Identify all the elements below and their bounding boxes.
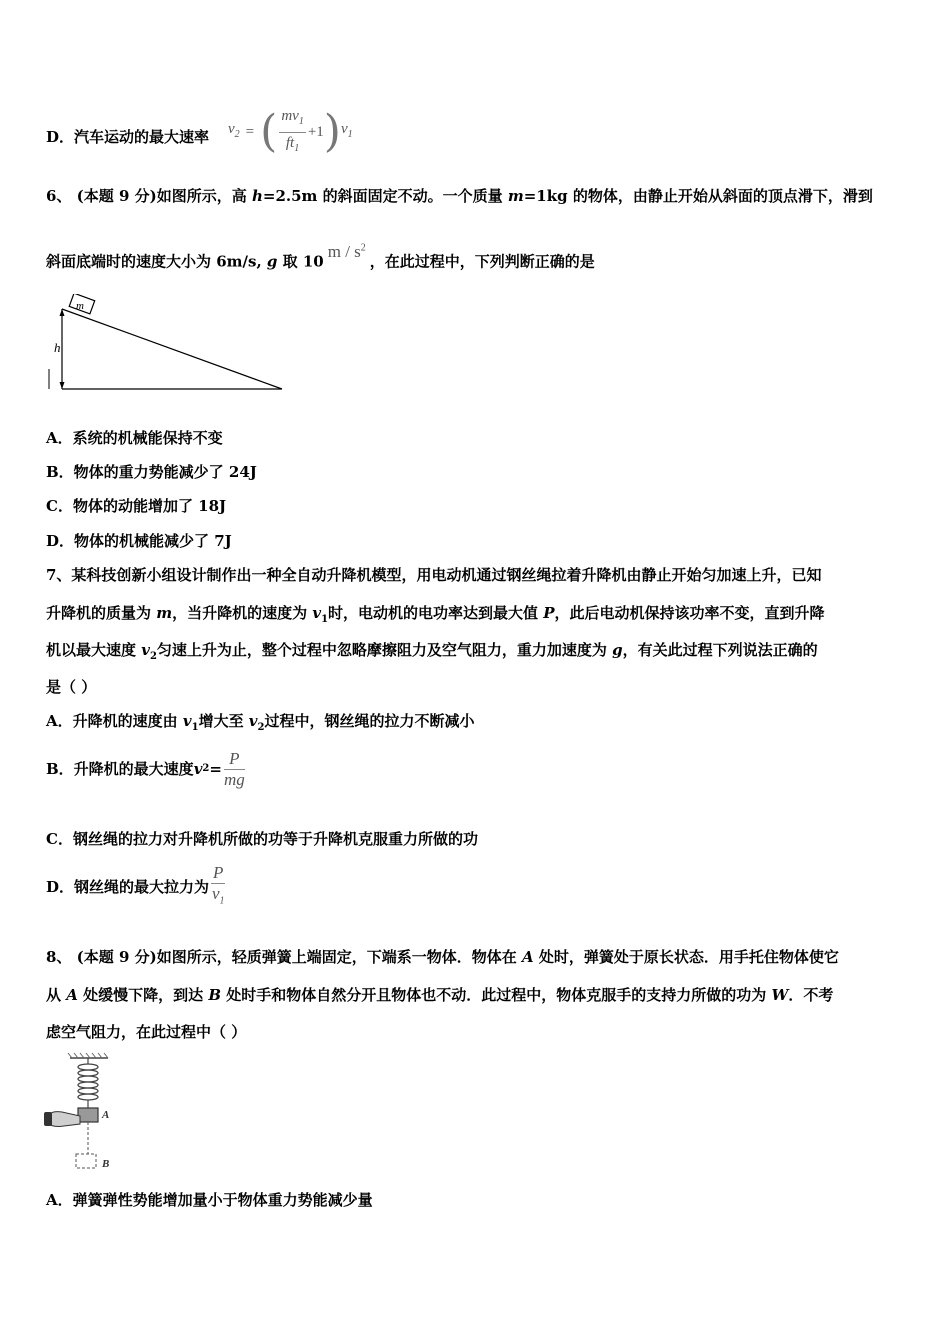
formula-eq: = [245, 124, 255, 140]
q8-line-1: 8、 (本题 9 分)如图所示，轻质弹簧上端固定，下端系一物体．物体在 A 处时，弹簧处于原长状态．用手托住物体使它 [46, 948, 839, 966]
q5-formula [228, 104, 353, 160]
q7-line-1: 7、某科技创新小组设计制作出一种全自动升降机模型，用电动机通过钢丝绳拉着升降机由静止开始匀加速上升，已知 [46, 566, 822, 584]
q6-option-b: B．物体的重力势能减少了 24J [46, 463, 257, 481]
block-label: m [76, 300, 84, 312]
q8-line-2: 从 A 处缓慢下降，到达 B 处时手和物体自然分开且物体也不动．此过程中，物体克服手的支持力所做的功为 W．不考 [46, 986, 834, 1004]
q7-line-2: 升降机的质量为 m，当升降机的速度为 $v_1$时，电动机的电功率达到最大值 P，此后电动机保持该功率不变，直到升降 [46, 604, 825, 625]
q6-line-2: 斜面底端时的速度大小为 6m/s, g 取 $10m / s^2$，在此过程中，下列判断正确的是 [46, 241, 595, 271]
formula-v1: $v_1$ [340, 121, 353, 140]
formula-v2: $v_2$ [228, 121, 240, 140]
formula-plus-one: +1 [307, 124, 324, 140]
q6-option-d: D．物体的机械能减少了 7J [46, 532, 232, 550]
label-b: B [102, 1158, 110, 1170]
incline-figure [40, 294, 290, 394]
height-label: h [54, 340, 61, 355]
q8-option-a: A．弹簧弹性势能增加量小于物体重力势能减少量 [46, 1191, 373, 1209]
q7-d-fraction: $\frac{P}{v_1}$ [211, 862, 225, 907]
q5-option-d: D．汽车运动的最大速率 [46, 128, 210, 146]
q7-line-4: 是（ ） [46, 678, 97, 696]
q6-option-a: A．系统的机械能保持不变 [46, 429, 223, 447]
q7-option-d: D．钢丝绳的最大拉力为 $\frac{P}{v_1}$ [46, 862, 227, 912]
formula-fraction: $\frac{mv_1}{ft_1}$ [281, 107, 304, 154]
paren-right: ) [323, 106, 341, 157]
q6-line-1: 6、 (本题 9 分)如图所示，高 h=2.5m 的斜面固定不动。一个质量 m=1kg 的物体，由静止开始从斜面的顶点滑下，滑到 [46, 187, 873, 205]
q7-option-b: B．升降机的最大速度 v 2 = $\frac{P}{mg}$ [46, 748, 245, 789]
spring-figure [40, 1050, 130, 1175]
q6-option-c: C．物体的动能增加了 18J [46, 497, 227, 515]
q8-line-3: 虑空气阻力，在此过程中（ ） [46, 1023, 247, 1041]
q6-unit: m / $s^2$ [327, 241, 366, 261]
q7-line-3: 机以最大速度 $v_2$匀速上升为止，整个过程中忽略摩擦阻力及空气阻力，重力加速度为 g，有关此过程下列说法正确的 [46, 641, 818, 662]
q7-option-c: C．钢丝绳的拉力对升降机所做的功等于升降机克服重力所做的功 [46, 830, 478, 848]
paren-left: ( [260, 106, 278, 157]
label-a: A [102, 1109, 110, 1121]
q7-b-fraction: $\frac{P}{mg}$ [223, 748, 245, 789]
q7-option-a: A．升降机的速度由 $v_1$增大至 $v_2$过程中，钢丝绳的拉力不断减小 [46, 712, 475, 733]
